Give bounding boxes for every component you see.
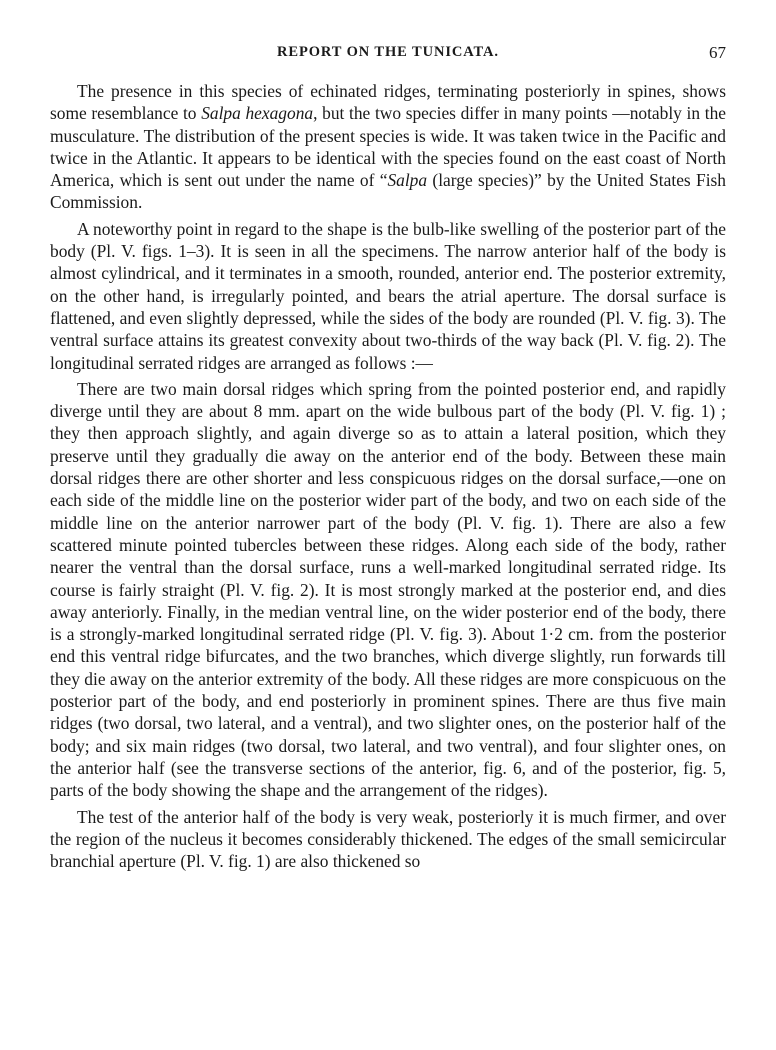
paragraph [50, 378, 726, 802]
species-name: Salpa hexagona [201, 103, 314, 124]
paragraph [50, 80, 726, 214]
text-run: The test of the anterior half of the body is very weak, posteriorly it is much firmer, and over the region of the nucleus it becomes considerably thickened. The edges of the small semicircular branchial aperture (Pl. V. fig. 1) are also thickened so [50, 806, 726, 872]
text-run: There are two main dorsal ridges which spring from the pointed posterior end, and rapidly diverge until they are about 8 mm. apart on the wide bulbous part of the body (Pl. V. fig. 1) ; they then approach slightly, and again diverge so as to attain a lateral position, which they preserve until they gradually die away on the anterior end of the body. Between these main dorsal ridges there are other shorter and less conspicuous ridges on the dorsal surface,—one on each side of the middle line on the posterior wider part of the body, and two on each side of the middle line on the anterior narrower part of the body (Pl. V. fig. 1). There are also a few scattered minute pointed tubercles between these ridges. Along each side of the body, rather nearer the ventral than the dorsal surface, runs a well-marked longitudinal serrated ridge. Its course is fairly straight (Pl. V. fig. 2). It is most strongly marked at the posterior end, and dies away anteriorly. Finally, in the median ventral line, on the wider posterior end of the body, there is a strongly-marked longitudinal serrated ridge (Pl. V. fig. 3). About 1·2 cm. from the posterior end this ventral ridge bifurcates, and the two branches, which diverge slightly, run forwards till they die away on the anterior extremity of the body. All these ridges are more conspicuous on the posterior part of the body, and end posteriorly in prominent spines. There are thus five main ridges (two dorsal, two lateral, and a ventral), and two slighter ones, on the posterior half of the body; and six main ridges (two dorsal, two lateral, and two ventral), and four slighter ones, on the anterior half (see the transverse sections of the anterior, fig. 6, and of the posterior, fig. 5, parts of the body showing the shape and the arrangement of the ridges). [50, 378, 726, 801]
text-run: , but the two species differ in many points —notably in the musculature. The distribution of the present species is wide. It was taken twice in the Pacific and twice in the Atlantic. It appears to be identical with the species found on the east coast of North America, which is sent out under the name of “ [50, 103, 726, 191]
species-name: Salpa [387, 170, 428, 191]
text-run: The presence in this species of echinated ridges, terminating posteriorly in spines, shows some resemblance to [50, 81, 726, 124]
paragraph [50, 218, 726, 374]
page-header [50, 44, 726, 66]
page-number: 67 [709, 43, 726, 62]
paragraph [50, 806, 726, 873]
body-text [50, 80, 726, 872]
running-head: REPORT ON THE TUNICATA. [277, 44, 499, 60]
text-run: A noteworthy point in regard to the shape is the bulb-like swelling of the posterior part of the body (Pl. V. figs. 1–3). It is seen in all the specimens. The narrow anterior half of the body is almost cylindrical, and it terminates in a smooth, rounded, anterior end. The posterior extremity, on the other hand, is irregularly pointed, and bears the atrial aperture. The dorsal surface is flattened, and even slightly depressed, while the sides of the body are rounded (Pl. V. fig. 3). The ventral surface attains its greatest convexity about two-thirds of the way back (Pl. V. fig. 2). The longitudinal serrated ridges are arranged as follows :— [50, 218, 726, 373]
text-run: (large species)” by the United States Fish Commission. [50, 170, 726, 213]
